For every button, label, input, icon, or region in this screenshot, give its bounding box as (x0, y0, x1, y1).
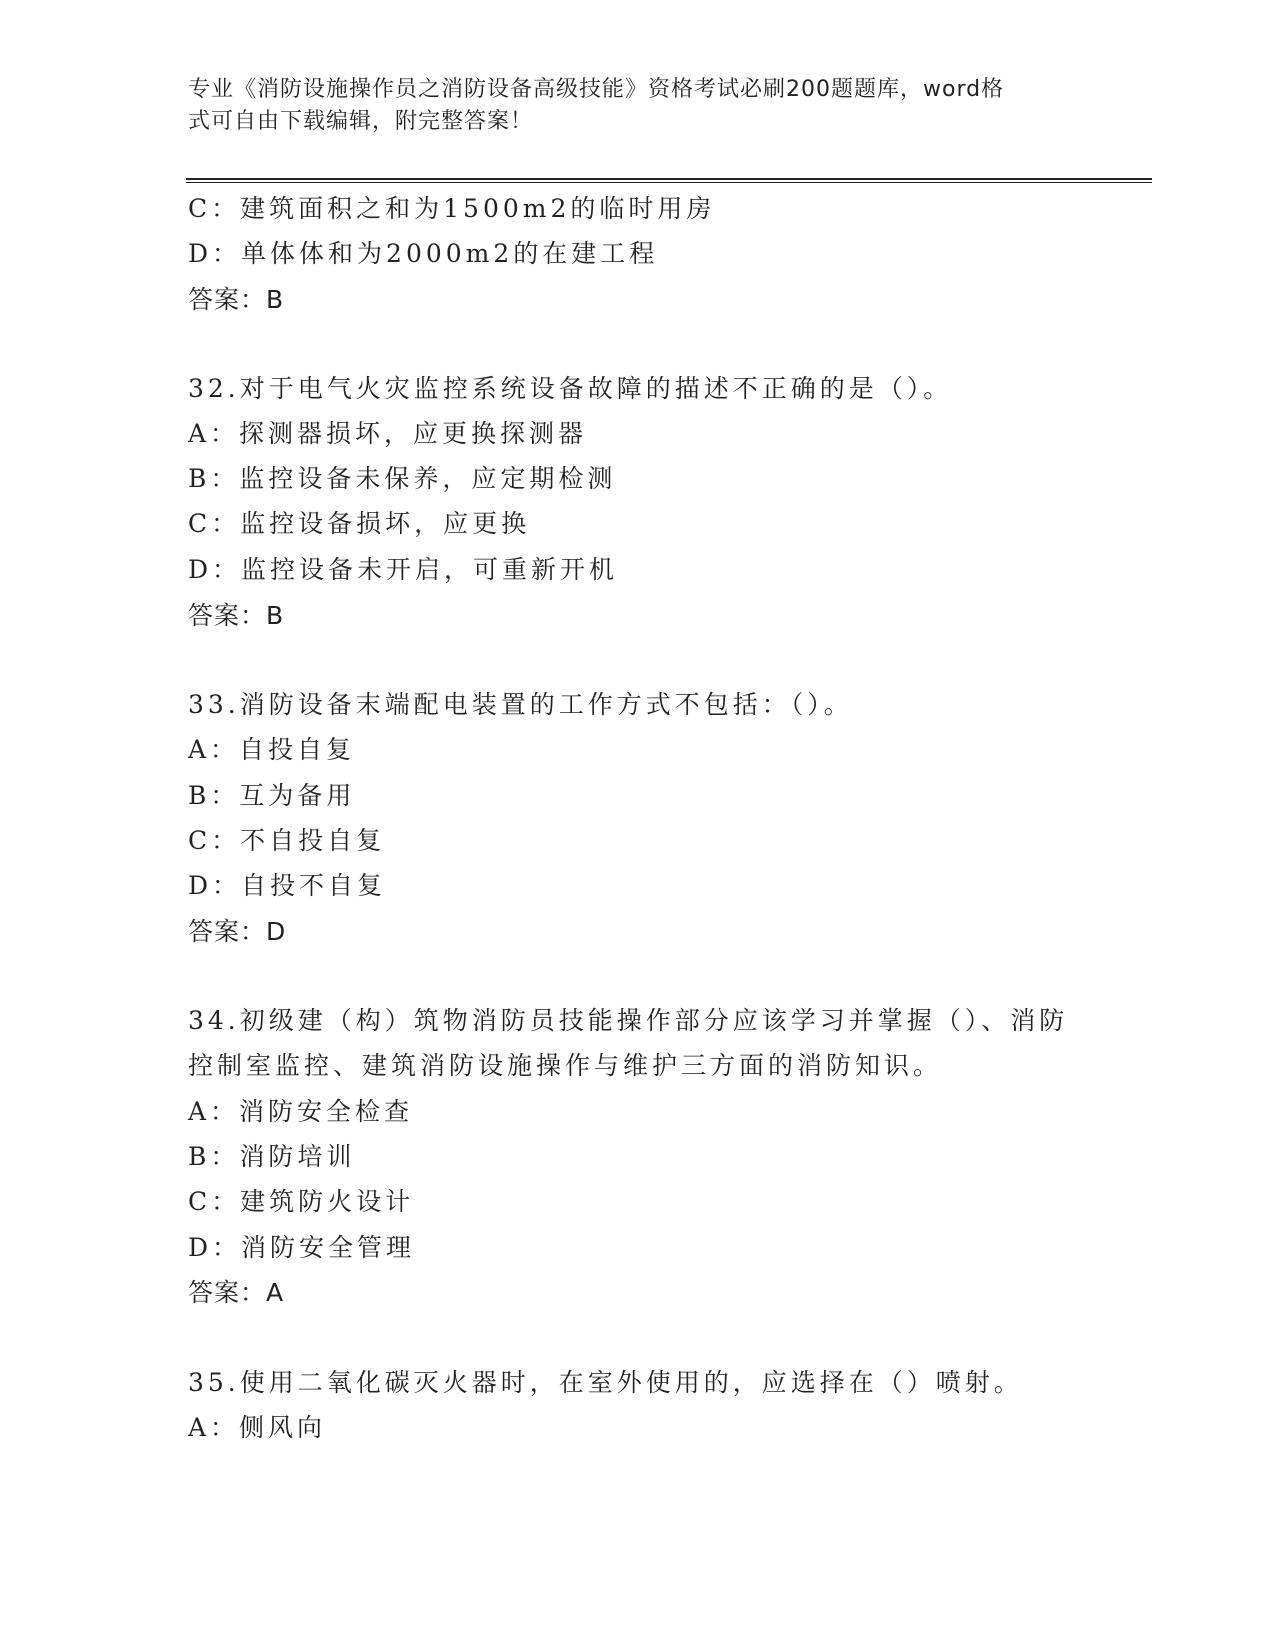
q33-option-b: B：互为备用 (188, 781, 356, 810)
q34-option-c: C：建筑防火设计 (188, 1187, 415, 1216)
q33-answer: 答案：D (188, 917, 287, 946)
q34-option-d: D：消防安全管理 (188, 1233, 416, 1262)
q34-stem-line-1: 34.初级建（构）筑物消防员技能操作部分应该学习并掌握（）、消防 (188, 1006, 1069, 1035)
header-line-2: 式可自由下载编辑，附完整答案！ (188, 109, 534, 134)
q32-option-d: D：监控设备未开启，可重新开机 (188, 555, 619, 584)
q32-option-a: A：探测器损坏，应更换探测器 (188, 419, 588, 448)
q33-option-a: A：自投自复 (188, 735, 356, 764)
q33-option-c: C：不自投自复 (188, 826, 386, 855)
q32-option-c: C：监控设备损坏，应更换 (188, 509, 531, 538)
header-divider-thick (186, 178, 1152, 180)
q34-option-a: A：消防安全检查 (188, 1097, 414, 1126)
header-divider-thin (186, 182, 1152, 183)
q35-stem: 35.使用二氧化碳灭火器时，在室外使用的，应选择在（）喷射。 (188, 1368, 1023, 1397)
q31-answer: 答案：B (188, 285, 285, 314)
q32-stem: 32.对于电气火灾监控系统设备故障的描述不正确的是（）。 (188, 374, 953, 403)
q34-option-b: B：消防培训 (188, 1142, 356, 1171)
q32-option-b: B：监控设备未保养，应定期检测 (188, 464, 617, 493)
q34-answer: 答案：A (188, 1278, 285, 1307)
q31-option-c: C：建筑面积之和为1500m2的临时用房 (188, 194, 716, 223)
q35-option-a: A：侧风向 (188, 1413, 327, 1442)
q34-stem-line-2: 控制室监控、建筑消防设施操作与维护三方面的消防知识。 (188, 1051, 943, 1080)
q31-option-d: D：单体体和为2000m2的在建工程 (188, 239, 659, 268)
document-header (188, 74, 1088, 138)
q32-answer: 答案：B (188, 601, 285, 630)
q33-option-d: D：自投不自复 (188, 871, 387, 900)
header-line-1: 专业《消防设施操作员之消防设备高级技能》资格考试必刷200题题库，word格 (188, 77, 1005, 102)
q33-stem: 33.消防设备末端配电装置的工作方式不包括：（）。 (188, 690, 853, 719)
